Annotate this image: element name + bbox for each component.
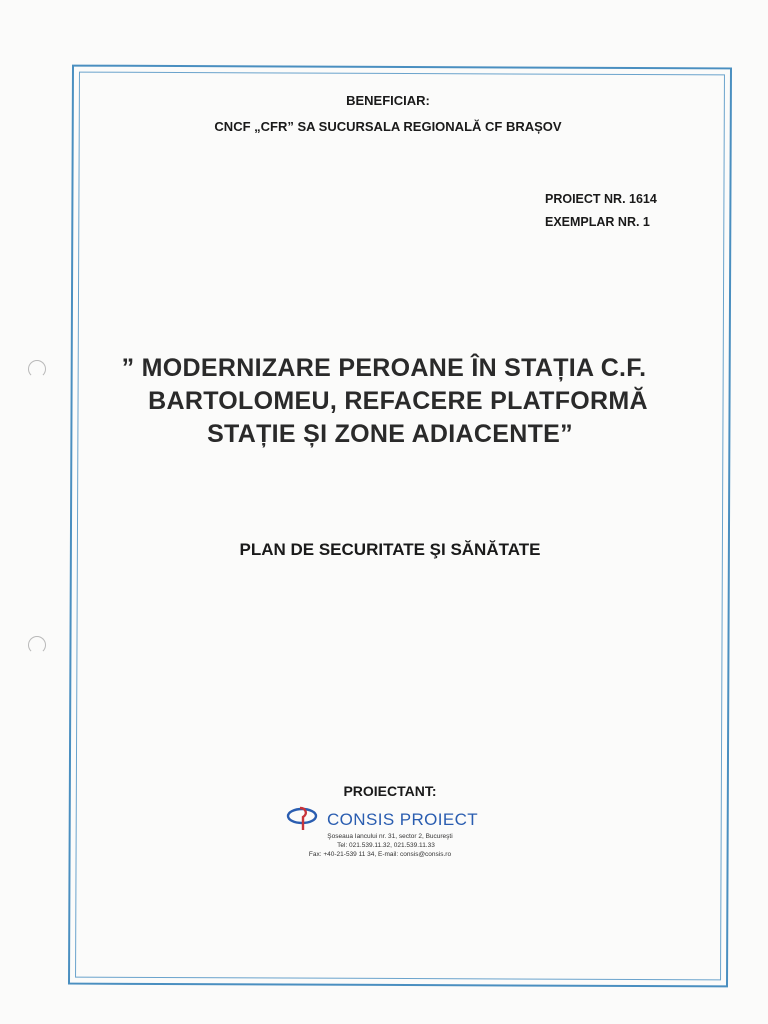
title-line-3: STAȚIE ȘI ZONE ADIACENTE”: [207, 420, 573, 448]
beneficiar-name: CNCF „CFR” SA SUCURSALA REGIONALĂ CF BRAȘOV: [214, 119, 562, 134]
proiectant-label: PROIECTANT:: [343, 783, 437, 799]
title-line-1: ” MODERNIZARE PEROANE ÎN STAȚIA C.F.: [121, 354, 647, 382]
company-name: CONSIS PROIECT: [327, 810, 479, 829]
document-title: [0, 352, 768, 451]
company-fax-email: Fax: +40-21-539 11 34, E-mail: consis@consis.ro: [308, 851, 452, 858]
company-phone: Tel: 021.539.11.32, 021.539.11.33: [337, 842, 435, 849]
company-address: Şoseaua Iancului nr. 31, sector 2, Bucureşti: [327, 833, 453, 840]
document-subtitle: PLAN DE SECURITATE ŞI SĂNĂTATE: [239, 540, 541, 559]
title-line-2: BARTOLOMEU, REFACERE PLATFORMĂ: [148, 387, 648, 415]
beneficiar-label: BENEFICIAR:: [346, 93, 430, 108]
exemplar-number: EXEMPLAR NR. 1: [545, 215, 650, 229]
consis-logo-icon: [286, 804, 324, 832]
proiect-number: PROIECT NR. 1614: [545, 192, 657, 206]
punch-hole-bottom: [28, 636, 46, 654]
